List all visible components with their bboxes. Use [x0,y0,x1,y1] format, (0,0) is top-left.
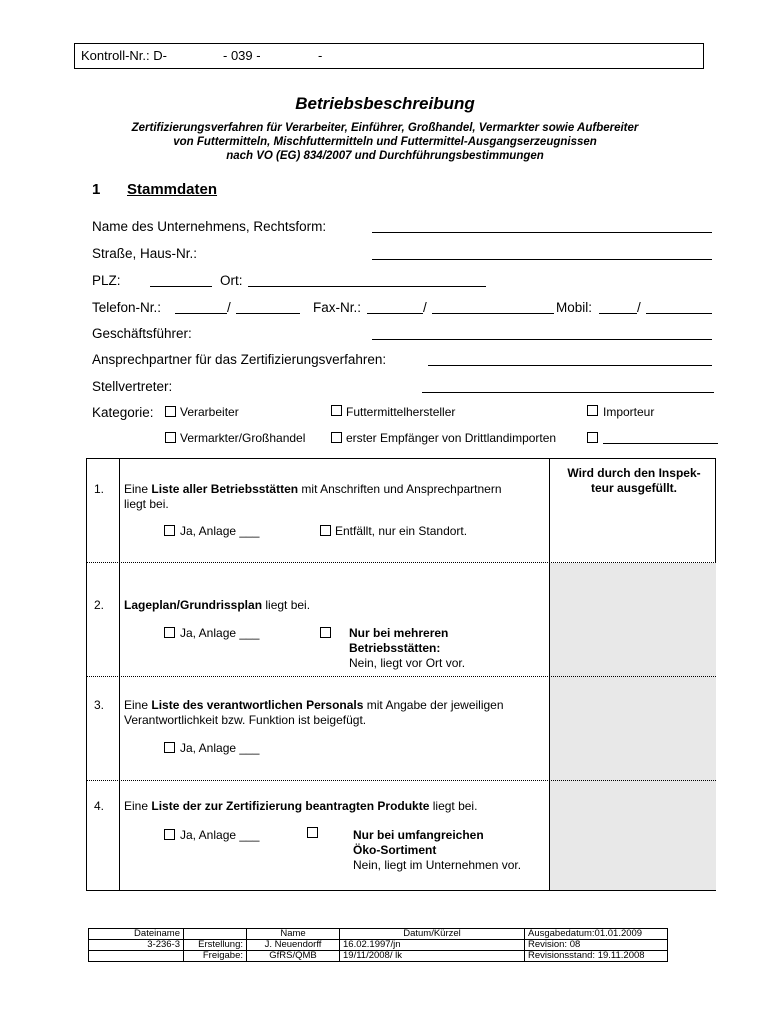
row-number: 4. [94,799,105,813]
inspector-note [556,466,712,496]
row-2-option-bold-1: Nur bei mehreren [349,626,449,640]
checkbox-other[interactable] [587,432,598,443]
footer-cell: 19/11/2008/ lk [340,951,525,962]
telefon-label: Telefon-Nr.: [92,300,162,315]
fax-label: Fax-Nr.: [313,300,362,315]
inspector-note-line-1: Wird durch den Inspek- [567,466,701,480]
footer-cell: Datum/Kürzel [340,929,525,940]
row-1-bold: Liste aller Betriebsstätten [151,482,299,496]
row-2-bold: Lageplan/Grundrissplan [124,598,263,612]
kontroll-end: - [318,48,323,63]
row-3-option-ja: Ja, Anlage ___ [180,741,260,755]
table-divider-inspector [549,458,550,891]
checkbox-importeur[interactable] [587,405,598,416]
footer-row [89,940,668,951]
telefon-number-field[interactable] [236,313,300,314]
footer-cell: J. Neuendorff [247,940,340,951]
footer-row [89,951,668,962]
deputy-label: Stellvertreter: [92,379,173,394]
table-divider-num [119,458,120,891]
telefon-area-field[interactable] [175,313,227,314]
fax-number-field[interactable] [432,313,554,314]
section-number: 1 [92,181,101,198]
checkbox-empfaenger[interactable] [331,432,342,443]
other-category-field[interactable] [603,443,718,444]
contact-field[interactable] [428,365,712,366]
row-4-option-ja: Ja, Anlage ___ [180,828,260,842]
deputy-field[interactable] [422,392,714,393]
plz-label: PLZ: [92,273,121,288]
category-futtermittelhersteller: Futtermittelhersteller [346,405,456,419]
document-title: Betriebsbeschreibung [295,94,475,113]
row-2-option-nein [349,626,465,671]
row-3-bold: Liste des verantwortlichen Personals [151,698,364,712]
category-verarbeiter: Verarbeiter [180,405,239,419]
footer-cell: Ausgabedatum:01.01.2009 [525,929,668,940]
footer-table [88,928,668,962]
subtitle-line-3: nach VO (EG) 834/2007 und Durchführungsbestimmungen [226,150,544,162]
row-1-pre: Eine [124,482,152,496]
street-label: Straße, Haus-Nr.: [92,246,198,261]
mobil-slash: / [637,300,641,315]
row-1-option-ja: Ja, Anlage ___ [180,524,260,538]
row-4-pre: Eine [124,799,152,813]
subtitle-line-1: Zertifizierungsverfahren für Verarbeiter, Einführer, Großhandel, Vermarkter sowie Aufbereiter [131,122,639,134]
mobil-label: Mobil: [556,300,593,315]
row-4-text [124,799,477,814]
footer-cell: Dateiname [89,929,184,940]
checkbox-verarbeiter[interactable] [165,406,176,417]
inspector-note-line-2: teur ausgefüllt. [590,481,677,495]
inspector-column-shade [550,563,716,890]
row-3-post: mit Angabe der jeweiligen [363,698,504,712]
category-label: Kategorie: [92,405,154,420]
footer-cell: GfRS/QMB [247,951,340,962]
plz-field[interactable] [150,286,212,287]
row-3-checkbox-ja[interactable] [164,742,175,753]
row-3-line-2: Verantwortlichkeit bzw. Funktion ist beigefügt. [124,713,367,727]
document-subtitle [0,121,770,163]
kontroll-number: - 039 - [223,48,261,63]
row-3-text [124,698,504,728]
row-1-post: mit Anschriften und Ansprechpartnern [298,482,502,496]
footer-cell: Erstellung: [184,940,247,951]
row-1-line-2: liegt bei. [124,497,169,511]
footer-row [89,929,668,940]
fax-area-field[interactable] [367,313,423,314]
row-2-option-text: Nein, liegt vor Ort vor. [349,656,466,670]
row-number: 2. [94,598,105,612]
row-4-option-bold-1: Nur bei umfangreichen [353,828,484,842]
ort-field[interactable] [248,286,486,287]
row-1-checkbox-ja[interactable] [164,525,175,536]
row-4-option-text: Nein, liegt im Unternehmen vor. [353,858,522,872]
row-divider-3 [86,780,716,781]
row-4-bold: Liste der zur Zertifizierung beantragten Produkte [151,799,430,813]
row-2-option-ja: Ja, Anlage ___ [180,626,260,640]
kontroll-prefix: Kontroll-Nr.: D- [81,48,167,63]
row-2-checkbox-ja[interactable] [164,627,175,638]
footer-cell [89,951,184,962]
street-field[interactable] [372,259,712,260]
row-number: 1. [94,482,105,496]
category-empfaenger: erster Empfänger von Drittlandimporten [346,431,557,445]
row-3-pre: Eine [124,698,152,712]
row-4-post: liegt bei. [429,799,478,813]
row-4-checkbox-ja[interactable] [164,829,175,840]
row-2-text [124,598,310,613]
footer-cell: 16.02.1997/jn [340,940,525,951]
footer-cell: Revision: 08 [525,940,668,951]
footer-cell [184,929,247,940]
category-importeur: Importeur [603,405,655,419]
mobil-number-field[interactable] [646,313,712,314]
company-label: Name des Unternehmens, Rechtsform: [92,219,327,234]
telefon-slash: / [227,300,231,315]
category-vermarkter: Vermarkter/Großhandel [180,431,306,445]
company-field[interactable] [372,232,712,233]
row-1-checkbox-entfaellt[interactable] [320,525,331,536]
mobil-area-field[interactable] [599,313,637,314]
row-4-option-bold-2: Öko-Sortiment [353,843,437,857]
subtitle-line-2: von Futtermitteln, Mischfuttermitteln und Futtermittel-Ausgangserzeugnissen [173,136,597,148]
checkbox-futtermittelhersteller[interactable] [331,405,342,416]
row-4-option-nein [353,828,521,873]
contact-label: Ansprechpartner für das Zertifizierungsverfahren: [92,352,387,367]
row-number: 3. [94,698,105,712]
checkbox-vermarkter[interactable] [165,432,176,443]
manager-field[interactable] [372,339,712,340]
kontroll-nr-box [74,43,704,69]
row-1-option-entfaellt: Entfällt, nur ein Standort. [335,524,468,538]
ort-label: Ort: [220,273,243,288]
row-divider-2 [86,676,716,677]
footer-cell: Name [247,929,340,940]
footer-cell: Freigabe: [184,951,247,962]
footer-cell: 3-236-3 [89,940,184,951]
row-2-checkbox-nein[interactable] [320,627,331,638]
row-1-text [124,482,502,512]
footer-cell: Revisionsstand: 19.11.2008 [525,951,668,962]
row-4-checkbox-nein[interactable] [307,827,318,838]
section-title: Stammdaten [127,181,218,198]
row-2-post: liegt bei. [262,598,311,612]
fax-slash: / [423,300,427,315]
row-divider-1 [86,562,716,563]
row-2-option-bold-2: Betriebsstätten: [349,641,441,655]
manager-label: Geschäftsführer: [92,326,192,341]
